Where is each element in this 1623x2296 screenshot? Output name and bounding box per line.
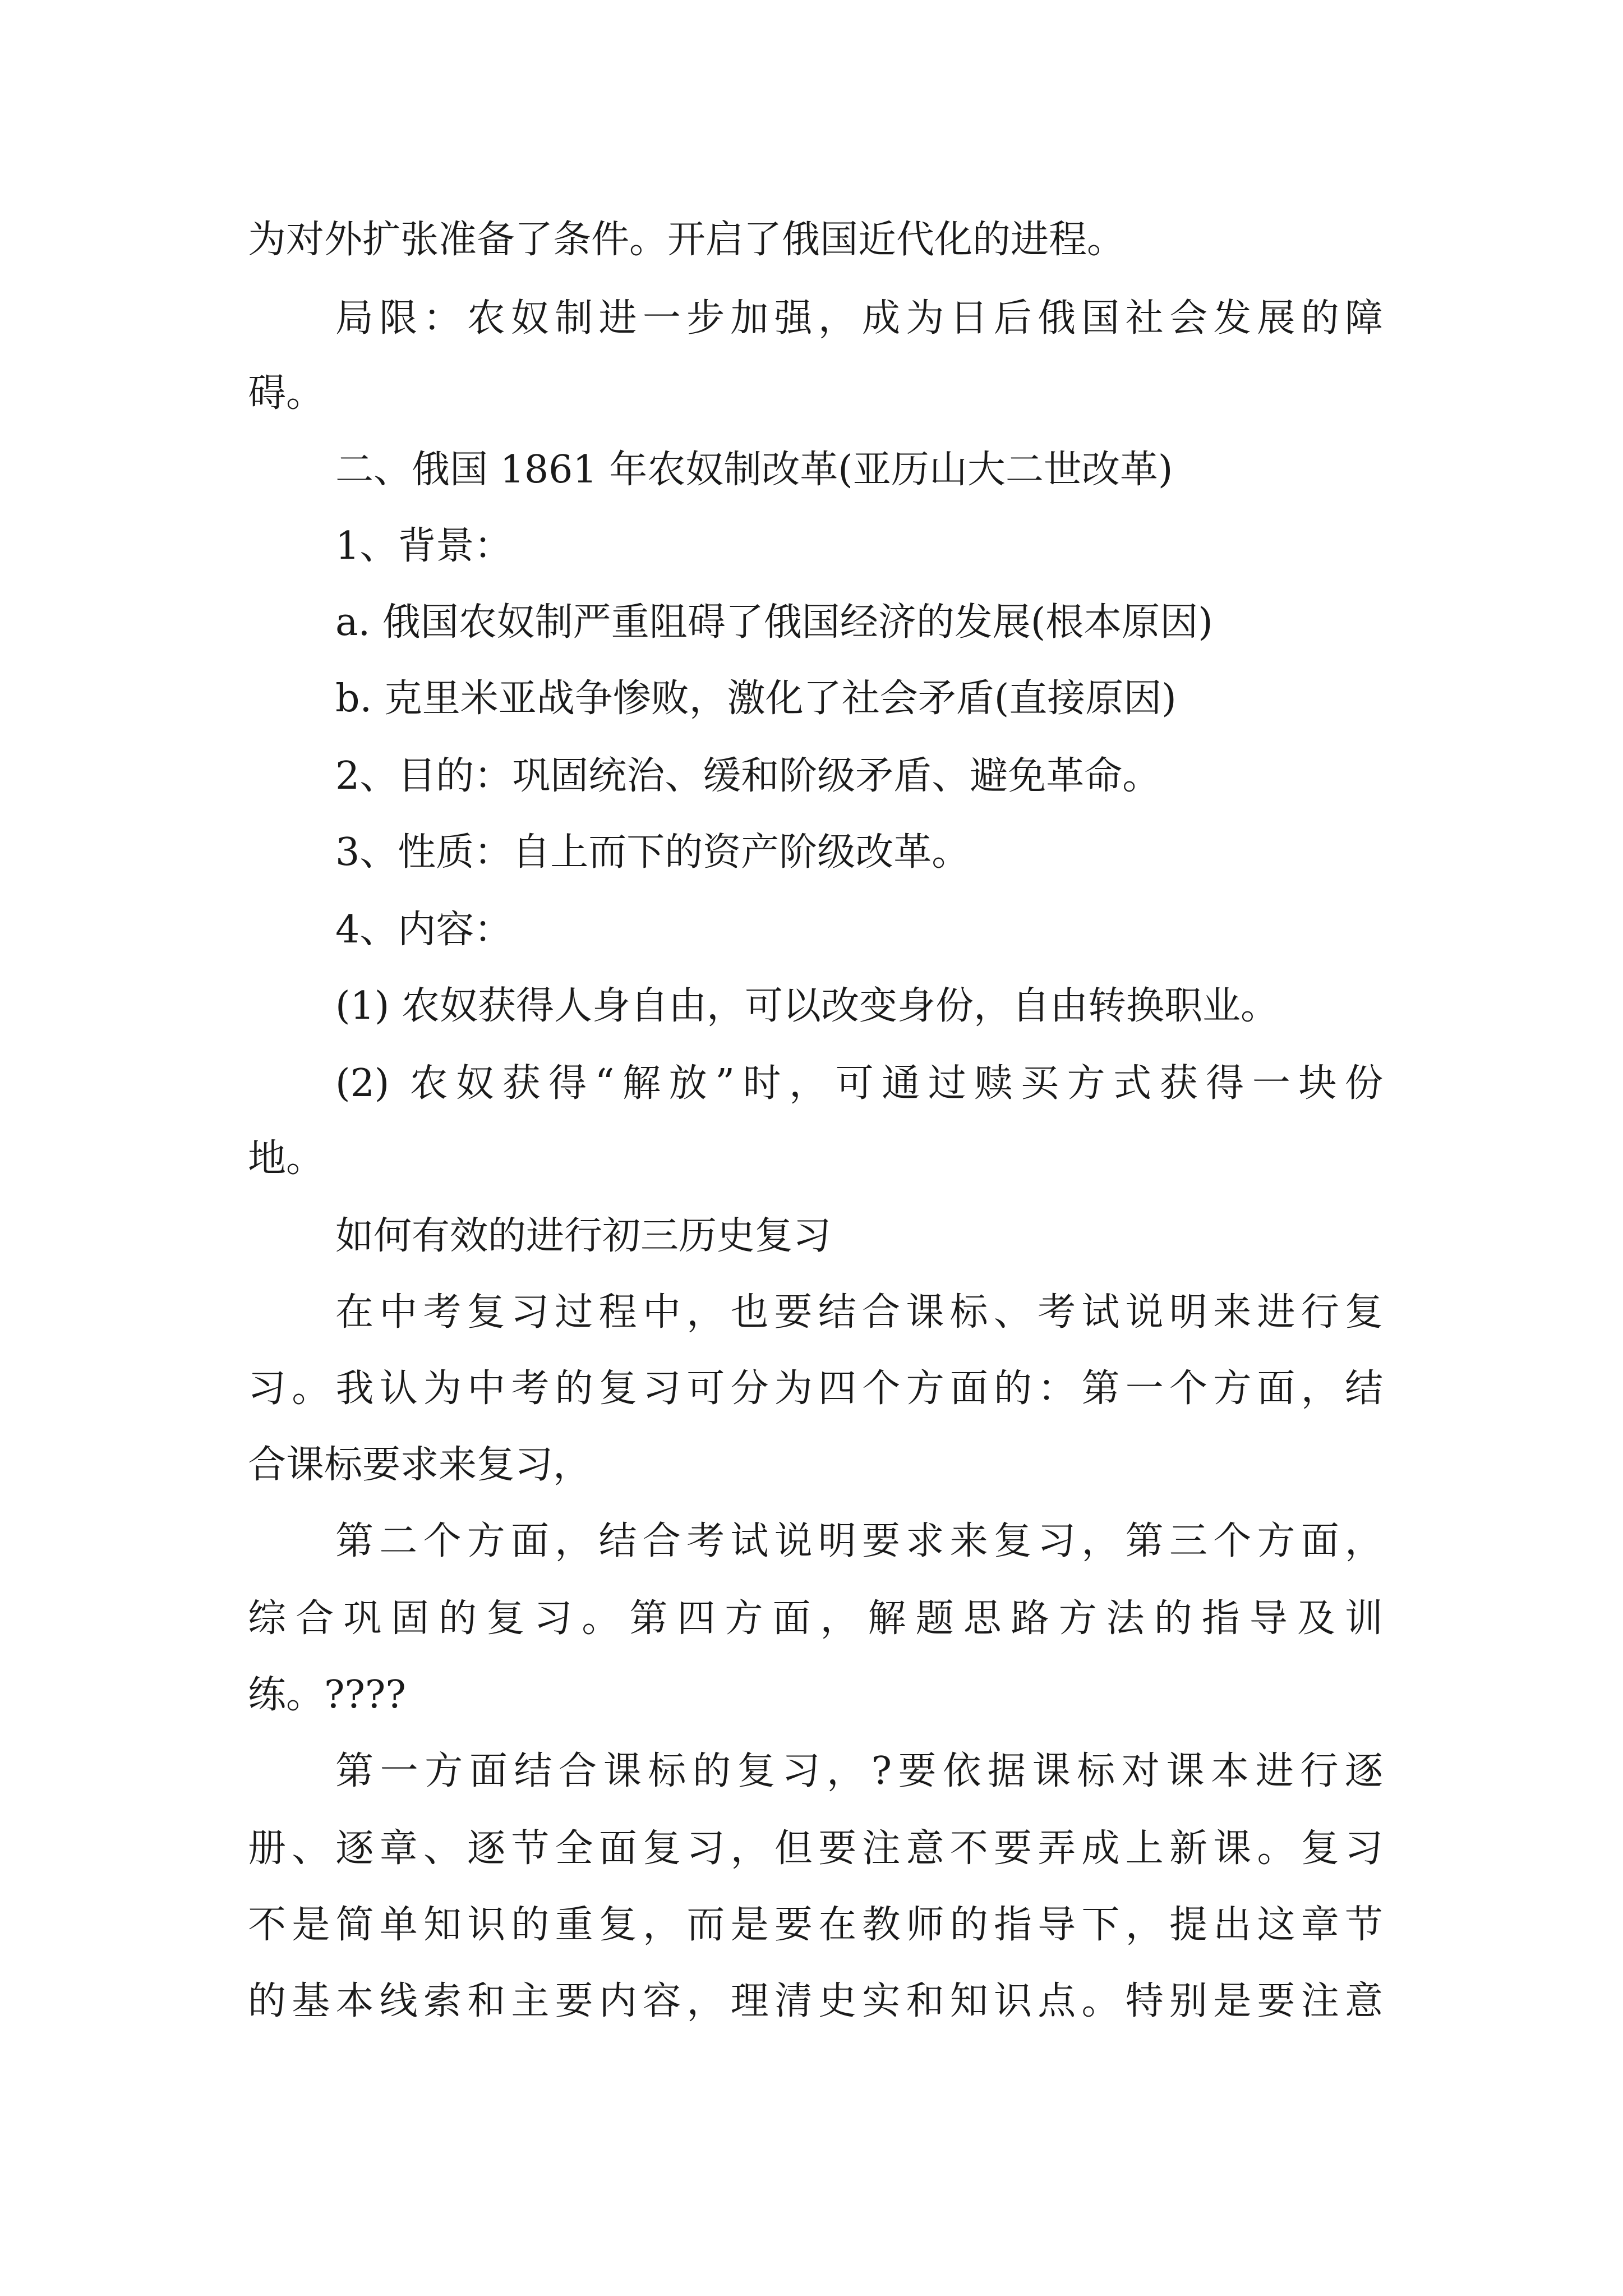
text-line: 1、背景：: [335, 524, 513, 568]
text-line: 如何有效的进行初三历史复习: [335, 1214, 832, 1258]
text-line: 局限：农奴制进一步加强，成为日后俄国社会发展的障: [335, 296, 1383, 341]
text-line: 合课标要求来复习，: [248, 1443, 592, 1487]
text-line: 地。: [248, 1137, 325, 1181]
text-line: 二、俄国 1861 年农奴制改革(亚历山大二世改革): [335, 448, 1173, 492]
text-line: 4、内容：: [335, 908, 513, 952]
text-line: 为对外扩张准备了条件。开启了俄国近代化的进程。: [248, 218, 1126, 262]
text-line: 第二个方面，结合考试说明要求来复习，第三个方面，: [335, 1519, 1383, 1563]
text-line: (1) 农奴获得人身自由，可以改变身份，自由转换职业。: [335, 984, 1279, 1028]
text-line: 的基本线索和主要内容，理清史实和知识点。特别是要注意: [248, 1979, 1383, 2023]
text-line: b. 克里米亚战争惨败，激化了社会矛盾(直接原因): [335, 677, 1177, 721]
text-line: 练。????: [248, 1673, 406, 1717]
text-line: 册、逐章、逐节全面复习，但要注意不要弄成上新课。复习: [248, 1826, 1383, 1871]
text-line: 在中考复习过程中，也要结合课标、考试说明来进行复: [335, 1290, 1383, 1335]
text-line: 综合巩固的复习。第四方面，解题思路方法的指导及训: [248, 1596, 1383, 1641]
text-line: 3、性质：自上而下的资产阶级改革。: [335, 830, 970, 875]
text-line: (2) 农奴获得“解放”时，可通过赎买方式获得一块份: [335, 1061, 1383, 1106]
text-line: a. 俄国农奴制严重阻碍了俄国经济的发展(根本原因): [335, 600, 1213, 645]
text-line: 不是简单知识的重复，而是要在教师的指导下，提出这章节: [248, 1903, 1383, 1947]
text-line: 第一方面结合课标的复习，?要依据课标对课本进行逐: [335, 1749, 1383, 1793]
text-line: 2、目的：巩固统治、缓和阶级矛盾、避免革命。: [335, 754, 1161, 798]
text-line: 习。我认为中考的复习可分为四个方面的：第一个方面，结: [248, 1366, 1383, 1411]
text-line: 碍。: [248, 371, 325, 416]
